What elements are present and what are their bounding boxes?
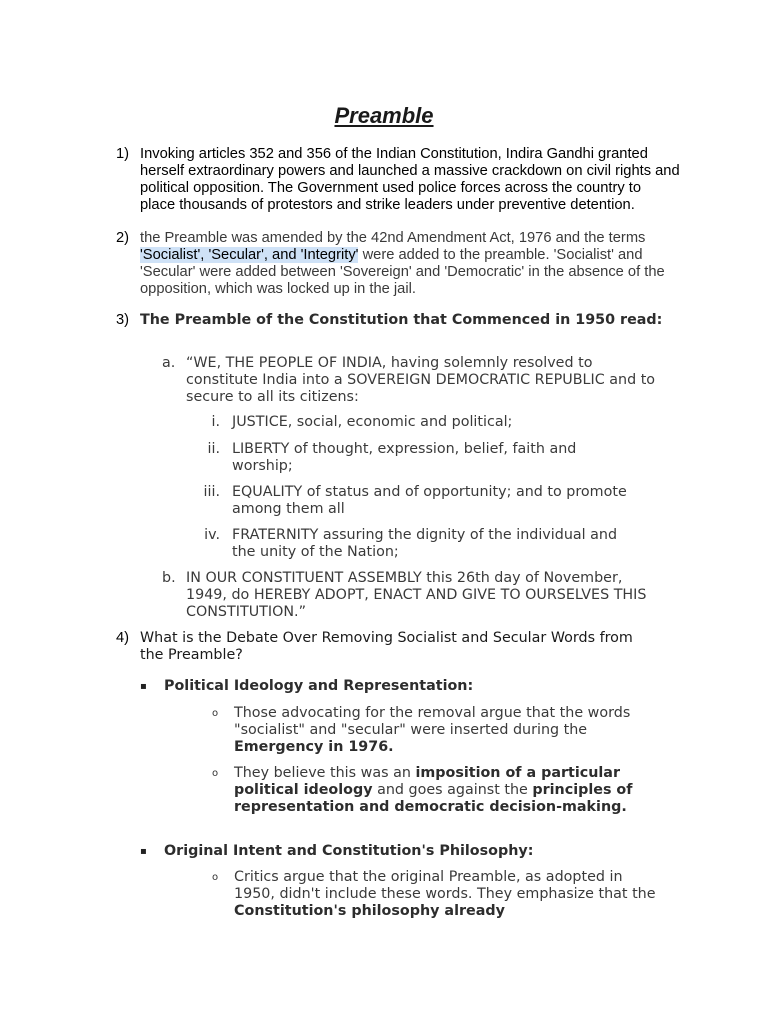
item-number: 4) [116,630,130,646]
circle-bullet-icon: o [212,768,219,779]
item-letter: a. [162,355,176,371]
item-number: 3) [116,312,130,328]
item-text: LIBERTY of thought, expression, belief, faith and worship; [232,441,577,474]
item-text: IN OUR CONSTITUENT ASSEMBLY this 26th day of November, 1949, do HEREBY ADOPT, ENACT AND GIVE TO OURSELVES THIS CONSTITUTION.” [186,570,647,620]
bullet-heading: Original Intent and Constitution's Philosophy: [164,843,534,859]
item-text: the Preamble was amended by the 42nd Amendment Act, 1976 and the terms 'Socialist', 'Secular', and 'Integrity' were added to the preamble. 'Socialist' and 'Secular' were added between 'Sovereign' and 'Democratic' in the absence of the opposition, which was locked up in the jail. [140,230,665,297]
item-number: 2) [116,230,130,246]
circle-bullet-icon: o [212,872,219,883]
item-text: The Preamble of the Constitution that Commenced in 1950 read: [140,312,663,328]
square-bullet-icon: ▪ [140,846,147,857]
item-numeral: i. [211,414,220,430]
item-numeral: ii. [207,441,220,457]
sub-bullet-text: Those advocating for the removal argue that the words "socialist" and "secular" were inserted during the Emergency in 1976. [234,705,631,755]
item-numeral: iv. [204,527,220,543]
item-text: What is the Debate Over Removing Socialist and Secular Words from the Preamble? [140,630,633,663]
item-numeral: iii. [203,484,220,500]
item-text: Invoking articles 352 and 356 of the Indian Constitution, Indira Gandhi granted herself extraordinary powers and launched a massive crackdown on civil rights and political opposition. The Government used police forces across the country to place thousands of protestors and strike leaders under preventive detention. [140,146,680,213]
bullet-heading: Political Ideology and Representation: [164,678,474,694]
item-number: 1) [116,146,130,162]
square-bullet-icon: ▪ [140,681,147,692]
circle-bullet-icon: o [212,708,219,719]
sub-bullet-text: They believe this was an imposition of a particular political ideology and goes against the principles of representation and democratic decision-making. [234,765,633,815]
item-text: EQUALITY of status and of opportunity; and to promote among them all [232,484,627,517]
highlighted-terms: 'Socialist', 'Secular', and 'Integrity' [140,247,359,263]
item-text: FRATERNITY assuring the dignity of the individual and the unity of the Nation; [232,527,618,560]
item-text: JUSTICE, social, economic and political; [232,414,513,430]
sub-bullet-text: Critics argue that the original Preamble, as adopted in 1950, didn't include these words. They emphasize that the Constitution's philosophy already [234,869,656,919]
page-title: Preamble [334,103,434,128]
item-text: “WE, THE PEOPLE OF INDIA, having solemnly resolved to constitute India into a SOVEREIGN DEMOCRATIC REPUBLIC and to secure to all its citizens: [186,355,656,405]
item-letter: b. [162,570,176,586]
